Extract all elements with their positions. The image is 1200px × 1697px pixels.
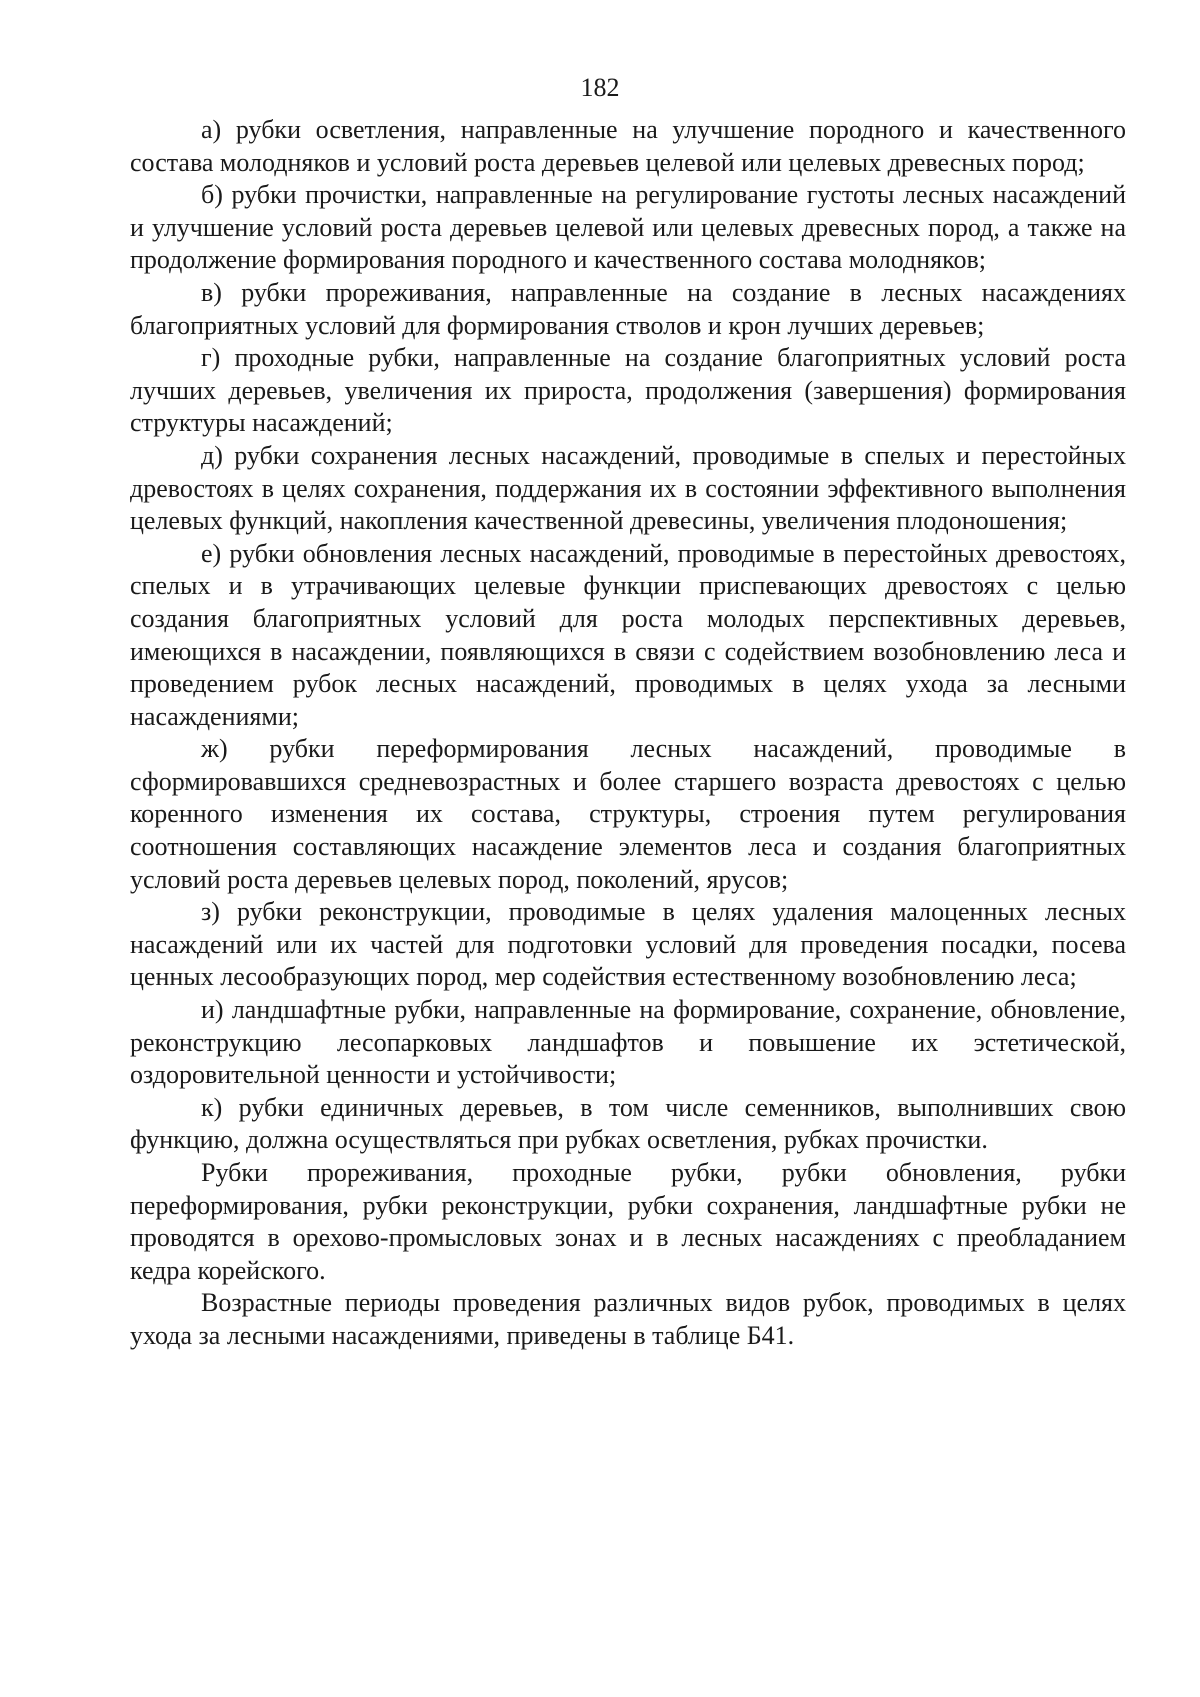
- paragraph-item-g: г) проходные рубки, направленные на создание благоприятных условий роста лучших деревьев, увеличения их прироста, продолжения (завершения) формирования структуры насаждений;: [130, 343, 1126, 438]
- paragraph-restrictions: Рубки прореживания, проходные рубки, рубки обновления, рубки переформирования, рубки реконструкции, рубки сохранения, ландшафтные рубки не проводятся в орехово-промысловых зонах и в лесных насаждениях с преобладанием кедра корейского.: [130, 1158, 1126, 1285]
- paragraph-item-z: з) рубки реконструкции, проводимые в целях удаления малоценных лесных насаждений или их частей для подготовки условий для проведения посадки, посева ценных лесообразующих пород, мер содействия естественному возобновлению леса;: [130, 897, 1126, 992]
- paragraph-item-a: а) рубки осветления, направленные на улучшение породного и качественного состава молодняков и условий роста деревьев целевой или целевых древесных пород;: [130, 115, 1126, 177]
- paragraph-item-i: и) ландшафтные рубки, направленные на формирование, сохранение, обновление, реконструкцию лесопарковых ландшафтов и повышение их эстетической, оздоровительной ценности и устойчивости;: [130, 995, 1126, 1090]
- paragraph-item-d: д) рубки сохранения лесных насаждений, проводимые в спелых и перестойных древостоях в целях сохранения, поддержания их в состоянии эффективного выполнения целевых функций, накопления качественной древесины, увеличения плодоношения;: [130, 440, 1126, 536]
- paragraph-item-v: в) рубки прореживания, направленные на создание в лесных насаждениях благоприятных условий для формирования стволов и крон лучших деревьев;: [130, 277, 1126, 340]
- paragraph-item-k: к) рубки единичных деревьев, в том числе семенников, выполнивших свою функцию, должна осуществляться при рубках осветления, рубках прочистки.: [130, 1092, 1126, 1155]
- page-number: 182: [580, 73, 620, 102]
- document-body: [130, 114, 1126, 1353]
- paragraph-item-e: е) рубки обновления лесных насаждений, проводимые в перестойных древостоях, спелых и в утрачивающих целевые функции приспевающих древостоях с целью создания благоприятных условий для роста молодых перспективных деревьев, имеющихся в насаждении, появляющихся в связи с содействием возобновлению леса и проведением рубок лесных насаждений, проводимых в целях ухода за лесными насаждениями;: [130, 538, 1126, 731]
- paragraph-item-b: б) рубки прочистки, направленные на регулирование густоты лесных насаждений и улучшение условий роста деревьев целевой или целевых древесных пород, а также на продолжение формирования породного и качественного состава молодняков;: [130, 180, 1126, 275]
- paragraph-table-reference: Возрастные периоды проведения различных видов рубок, проводимых в целях ухода за лесными насаждениями, приведены в таблице Б41.: [130, 1288, 1126, 1350]
- paragraph-item-zh: ж) рубки переформирования лесных насаждений, проводимые в сформировавшихся средневозрастных и более старшего возраста древостоях с целью коренного изменения их состава, структуры, строения путем регулирования соотношения составляющих насаждение элементов леса и создания благоприятных условий роста деревьев целевых пород, поколений, ярусов;: [130, 734, 1126, 894]
